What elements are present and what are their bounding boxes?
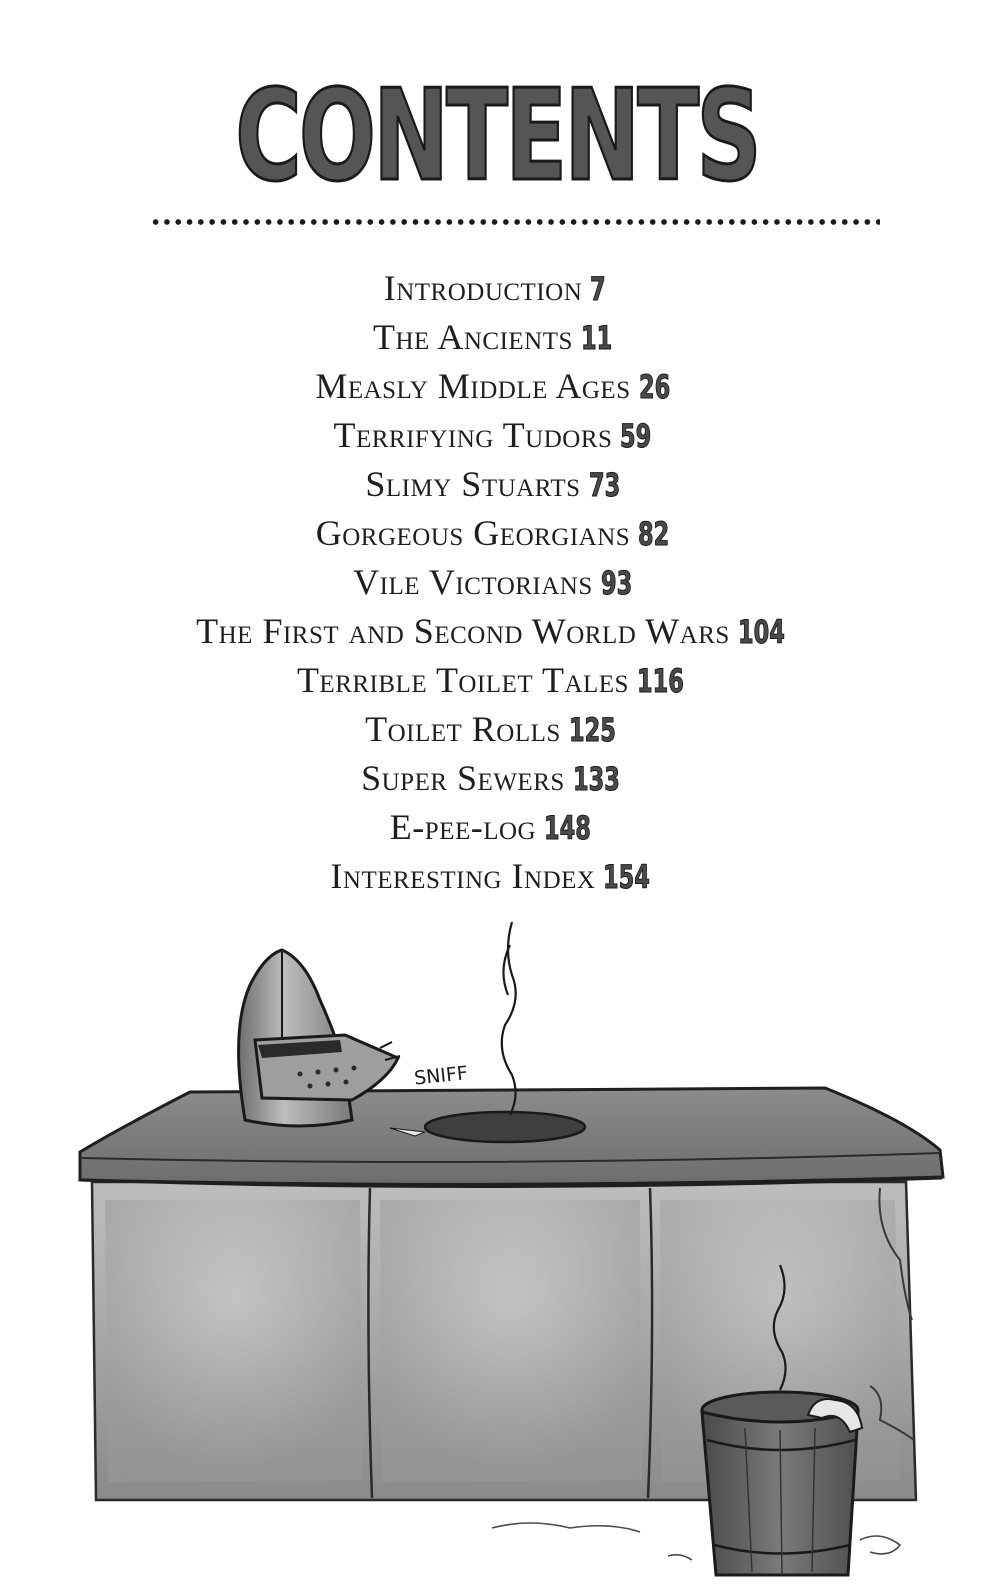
toc-entry-page-number: 26 (638, 368, 670, 406)
toc-entry-title: Gorgeous Georgians (315, 513, 631, 553)
toc-entry-page-number: 7 (590, 270, 606, 308)
toc-entry-page-number: 93 (600, 564, 633, 602)
toc-entry-title: Vile Victorians (353, 562, 593, 602)
toc-entry-title: Introduction (383, 268, 583, 308)
toc-entry-page-number: 11 (580, 319, 613, 357)
toc-entry-page-number: 73 (588, 466, 620, 504)
toc-entry-page-number: 125 (568, 711, 616, 749)
toc-entry-page-number: 116 (636, 662, 684, 700)
toc-entry-interesting-index[interactable] (0, 852, 994, 901)
toc-entry-the-ancients[interactable] (0, 313, 994, 362)
toc-entry-terrible-toilet-tales[interactable] (0, 656, 994, 705)
wooden-seat (80, 1088, 943, 1187)
toc-entry-title: Slimy Stuarts (365, 464, 581, 504)
toc-entry-title: The First and Second World Wars (196, 611, 730, 651)
toc-entry-page-number: 148 (544, 809, 591, 847)
toc-entry-title: Measly Middle Ages (315, 366, 631, 406)
toc-entry-vile-victorians[interactable] (0, 558, 994, 607)
toc-entry-e-pee-log[interactable] (0, 803, 994, 852)
table-of-contents (0, 264, 994, 901)
toc-entry-title: E-pee-log (389, 807, 537, 847)
toc-entry-page-number: 154 (603, 858, 651, 896)
toilet-illustration (0, 905, 994, 1595)
toc-entry-terrifying-tudors[interactable] (0, 411, 994, 460)
toc-entry-measly-middle-ages[interactable] (0, 362, 994, 411)
dotted-divider (150, 218, 880, 226)
toc-entry-gorgeous-georgians[interactable] (0, 509, 994, 558)
toc-entry-title: Super Sewers (361, 758, 565, 798)
toc-entry-title: The Ancients (373, 317, 573, 357)
toc-entry-introduction[interactable] (0, 264, 994, 313)
toc-entry-page-number: 104 (737, 613, 785, 651)
sniff-sound-effect: SNIFF (413, 1062, 469, 1090)
toc-entry-title: Terrifying Tudors (333, 415, 613, 455)
toc-entry-slimy-stuarts[interactable] (0, 460, 994, 509)
toc-entry-title: Toilet Rolls (365, 709, 561, 749)
toc-entry-page-number: 133 (572, 760, 620, 798)
toc-entry-title: Interesting Index (330, 856, 596, 896)
toc-entry-page-number: 82 (638, 515, 670, 553)
toc-entry-super-sewers[interactable] (0, 754, 994, 803)
wooden-bucket (702, 1392, 862, 1575)
toc-entry-page-number: 59 (620, 417, 652, 455)
toc-entry-world-wars[interactable] (0, 607, 994, 656)
toc-entry-toilet-rolls[interactable] (0, 705, 994, 754)
toc-entry-title: Terrible Toilet Tales (296, 660, 629, 700)
page-title: CONTENTS (235, 62, 759, 209)
